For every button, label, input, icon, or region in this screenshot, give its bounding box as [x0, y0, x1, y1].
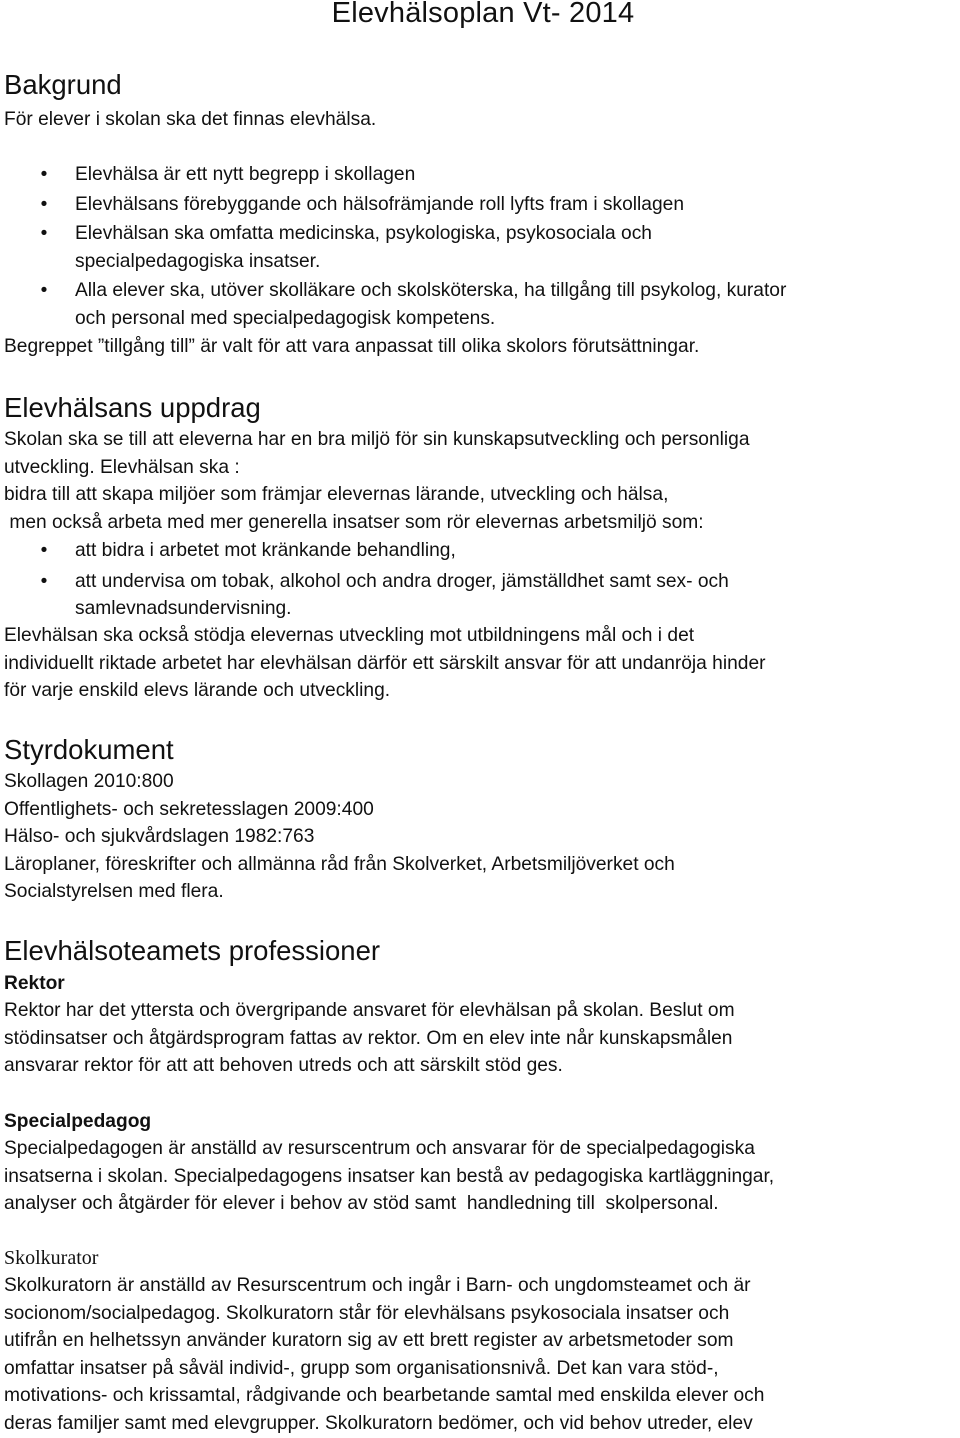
document-title: Elevhälsoplan Vt- 2014 — [331, 0, 635, 29]
text-line: Hälso- och sjukvårdslagen 1982:763 — [4, 826, 315, 848]
specialpedagog-paragraph — [4, 1135, 774, 1218]
bullet-line: samlevnadsundervisning. — [75, 598, 292, 620]
subheading-rektor: Rektor — [4, 973, 65, 994]
rektor-paragraph — [4, 997, 735, 1080]
heading-bakgrund: Bakgrund — [4, 69, 122, 100]
bullet-dot-icon: • — [40, 164, 48, 185]
text-line: individuellt riktade arbetet har elevhälsan därför ett särskilt ansvar för att undanröja hinder — [4, 652, 766, 674]
bullet-item — [0, 191, 786, 219]
bullet-dot-icon: • — [40, 223, 48, 245]
bullet-line: specialpedagogiska insatser. — [75, 250, 321, 272]
bullet-item — [0, 220, 786, 275]
text-line: men också arbeta med mer generella insatser som rör elevernas arbetsmiljö som: — [4, 511, 704, 533]
text-line: utifrån en helhetssyn använder kuratorn sig av ett brett register av arbetsmetoder som — [4, 1330, 734, 1352]
bullet-line: Elevhälsans förebyggande och hälsofrämjande roll lyfts fram i skollagen — [75, 193, 684, 215]
bakgrund-bullet-list — [0, 161, 786, 333]
text-line: motivations- och krissamtal, rådgivande och bearbetande samtal med enskilda elever och — [4, 1385, 765, 1407]
text-line: Specialpedagogen är anställd av resurscentrum och ansvarar för de specialpedagogiska — [4, 1138, 755, 1159]
styrdokument-list — [4, 768, 675, 906]
bullet-dot-icon: • — [40, 193, 48, 215]
text-line: socionom/socialpedagog. Skolkuratorn står för elevhälsans psykosociala insatser och — [4, 1302, 730, 1324]
bullet-line: och personal med specialpedagogisk kompetens. — [75, 307, 496, 329]
bakgrund-intro: För elever i skolan ska det finnas elevhälsa. — [4, 109, 377, 130]
text-line: omfattar insatser på såväl individ-, grupp som organisationsnivå. Det kan vara stöd-, — [4, 1357, 719, 1379]
heading-uppdrag: Elevhälsans uppdrag — [4, 392, 261, 423]
text-line: insatserna i skolan. Specialpedagogens insatser kan bestå av pedagogiska kartläggningar, — [4, 1165, 775, 1187]
text-line: Offentlighets- och sekretesslagen 2009:400 — [4, 798, 374, 820]
text-line: stödinsatser och åtgärdsprogram fattas av rektor. Om en elev inte når kunskapsmålen — [4, 1027, 733, 1049]
uppdrag-paragraph — [4, 426, 750, 536]
text-line: ansvarar rektor för att att behoven utreds och att särskilt stöd ges. — [4, 1055, 563, 1077]
bakgrund-note: Begreppet ”tillgång till” är valt för att vara anpassat till olika skolors förutsättningar. — [4, 336, 700, 357]
subheading-specialpedagog: Specialpedagog — [4, 1111, 152, 1132]
text-line: Läroplaner, föreskrifter och allmänna råd från Skolverket, Arbetsmiljöverket och — [4, 853, 675, 875]
uppdrag-bullet-list — [0, 537, 729, 623]
text-line: Skolan ska se till att eleverna har en bra miljö för sin kunskapsutveckling och personliga — [4, 429, 750, 450]
bullet-dot-icon: • — [40, 540, 48, 561]
subheading-skolkurator: Skolkurator — [4, 1247, 99, 1269]
bullet-dot-icon: • — [40, 570, 48, 592]
uppdrag-closing — [4, 622, 766, 705]
text-line: deras familjer samt med elevgrupper. Skolkuratorn bedömer, och vid behov utreder, elev — [4, 1412, 753, 1434]
bullet-line: Elevhälsan ska omfatta medicinska, psykologiska, psykosociala och — [75, 223, 652, 245]
heading-professioner: Elevhälsoteamets professioner — [4, 935, 381, 966]
heading-styrdokument: Styrdokument — [4, 734, 174, 765]
bullet-item — [0, 277, 786, 332]
bullet-item — [0, 161, 786, 189]
text-line: Rektor har det yttersta och övergripande ansvaret för elevhälsan på skolan. Beslut om — [4, 1000, 735, 1021]
bullet-dot-icon: • — [40, 280, 48, 302]
bullet-line: Elevhälsa är ett nytt begrepp i skollagen — [75, 164, 416, 185]
bullet-item — [0, 537, 729, 565]
text-line: bidra till att skapa miljöer som främjar elevernas lärande, utveckling och hälsa, — [4, 484, 669, 506]
text-line: Skolkuratorn är anställd av Resurscentrum och ingår i Barn- och ungdomsteamet och är — [4, 1275, 751, 1296]
text-line: Skollagen 2010:800 — [4, 771, 174, 792]
text-line: Elevhälsan ska också stödja elevernas utveckling mot utbildningens mål och i det — [4, 625, 695, 646]
bullet-item — [0, 568, 729, 623]
text-line: Socialstyrelsen med flera. — [4, 881, 224, 903]
text-line: analyser och åtgärder för elever i behov av stöd samt handledning till skolpersonal. — [4, 1193, 719, 1215]
skolkurator-paragraph — [4, 1272, 764, 1438]
bullet-line: att bidra i arbetet mot kränkande behandling, — [75, 540, 456, 561]
text-line: utveckling. Elevhälsan ska : — [4, 456, 240, 478]
bullet-line: Alla elever ska, utöver skolläkare och skolsköterska, ha tillgång till psykolog, kurator — [75, 280, 787, 302]
text-line: för varje enskild elevs lärande och utveckling. — [4, 680, 391, 702]
bullet-line: att undervisa om tobak, alkohol och andra droger, jämställdhet samt sex- och — [75, 570, 729, 592]
